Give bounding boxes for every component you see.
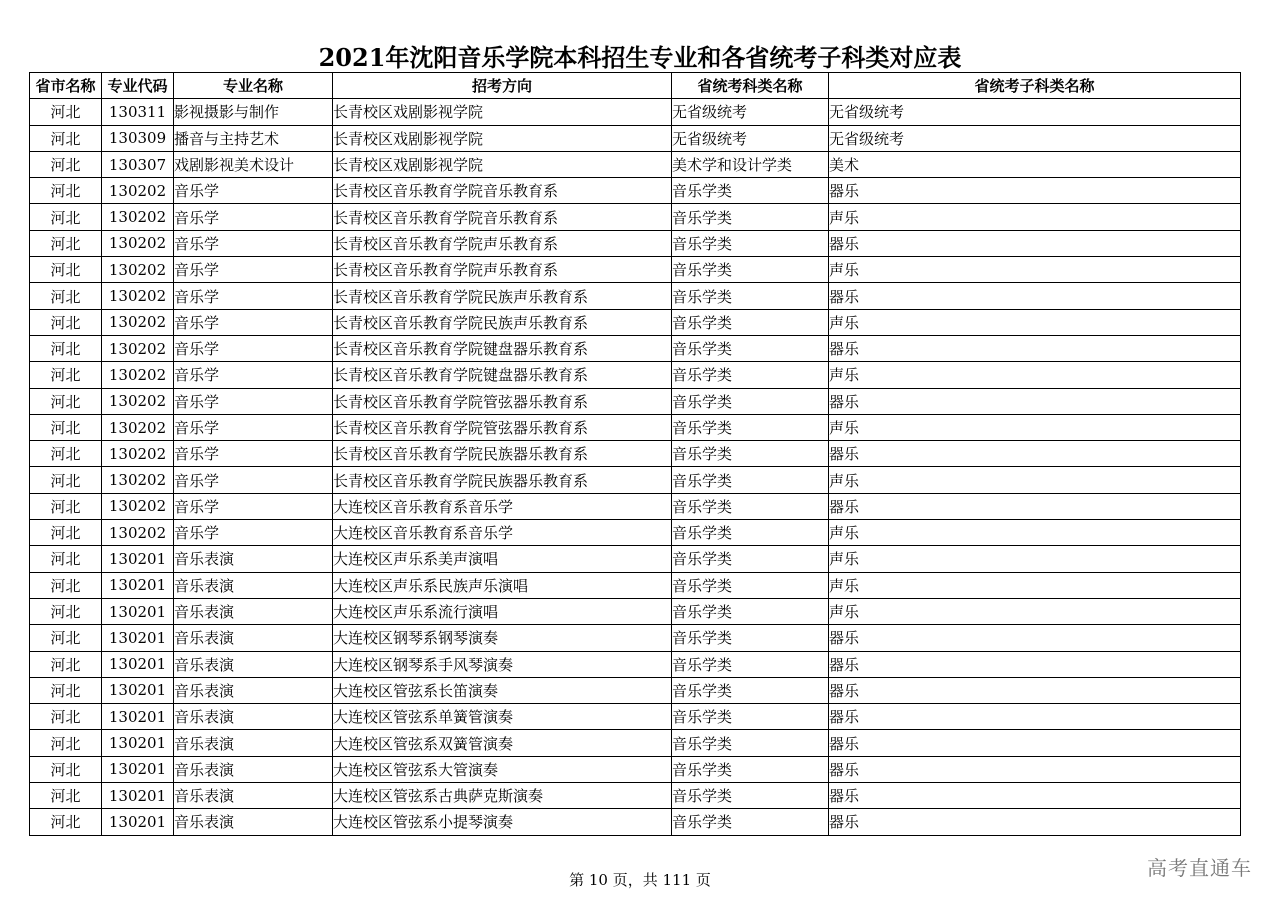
exam-subcategory-cell: 器乐 bbox=[829, 178, 1241, 204]
major-code-cell: 130201 bbox=[102, 704, 174, 730]
direction-cell: 长青校区戏剧影视学院 bbox=[333, 151, 672, 177]
major-code-cell: 130201 bbox=[102, 598, 174, 624]
table-row bbox=[30, 125, 1241, 151]
exam-category-cell: 音乐学类 bbox=[672, 441, 829, 467]
major-name-cell: 音乐表演 bbox=[174, 546, 333, 572]
table-row bbox=[30, 257, 1241, 283]
table-row bbox=[30, 493, 1241, 519]
major-code-cell: 130202 bbox=[102, 309, 174, 335]
direction-cell: 大连校区管弦系大管演奏 bbox=[333, 756, 672, 782]
exam-category-cell: 音乐学类 bbox=[672, 283, 829, 309]
province-cell: 河北 bbox=[30, 520, 102, 546]
province-cell: 河北 bbox=[30, 414, 102, 440]
table-row bbox=[30, 178, 1241, 204]
major-code-cell: 130202 bbox=[102, 441, 174, 467]
table-body bbox=[30, 99, 1241, 835]
major-code-cell: 130307 bbox=[102, 151, 174, 177]
exam-category-cell: 音乐学类 bbox=[672, 756, 829, 782]
header-exam-subcategory: 省统考子科类名称 bbox=[829, 73, 1241, 99]
exam-category-cell: 音乐学类 bbox=[672, 625, 829, 651]
major-code-cell: 130202 bbox=[102, 283, 174, 309]
exam-subcategory-cell: 器乐 bbox=[829, 809, 1241, 835]
direction-cell: 长青校区音乐教育学院声乐教育系 bbox=[333, 230, 672, 256]
major-name-cell: 音乐学 bbox=[174, 309, 333, 335]
header-exam-category: 省统考科类名称 bbox=[672, 73, 829, 99]
province-cell: 河北 bbox=[30, 546, 102, 572]
table-row bbox=[30, 625, 1241, 651]
province-cell: 河北 bbox=[30, 730, 102, 756]
major-code-cell: 130202 bbox=[102, 335, 174, 361]
major-code-cell: 130201 bbox=[102, 625, 174, 651]
exam-category-cell: 音乐学类 bbox=[672, 178, 829, 204]
direction-cell: 长青校区戏剧影视学院 bbox=[333, 125, 672, 151]
header-direction: 招考方向 bbox=[333, 73, 672, 99]
major-code-cell: 130202 bbox=[102, 388, 174, 414]
exam-category-cell: 音乐学类 bbox=[672, 783, 829, 809]
table-row bbox=[30, 441, 1241, 467]
table-row bbox=[30, 204, 1241, 230]
exam-category-cell: 音乐学类 bbox=[672, 546, 829, 572]
exam-subcategory-cell: 器乐 bbox=[829, 783, 1241, 809]
direction-cell: 大连校区管弦系小提琴演奏 bbox=[333, 809, 672, 835]
exam-subcategory-cell: 器乐 bbox=[829, 230, 1241, 256]
table-row bbox=[30, 704, 1241, 730]
table-row bbox=[30, 388, 1241, 414]
exam-subcategory-cell: 声乐 bbox=[829, 362, 1241, 388]
table-row bbox=[30, 283, 1241, 309]
province-cell: 河北 bbox=[30, 362, 102, 388]
direction-cell: 大连校区管弦系古典萨克斯演奏 bbox=[333, 783, 672, 809]
major-code-cell: 130202 bbox=[102, 230, 174, 256]
province-cell: 河北 bbox=[30, 704, 102, 730]
major-name-cell: 音乐表演 bbox=[174, 625, 333, 651]
direction-cell: 长青校区音乐教育学院声乐教育系 bbox=[333, 257, 672, 283]
major-name-cell: 音乐表演 bbox=[174, 730, 333, 756]
province-cell: 河北 bbox=[30, 572, 102, 598]
major-name-cell: 音乐学 bbox=[174, 414, 333, 440]
major-code-cell: 130202 bbox=[102, 178, 174, 204]
exam-subcategory-cell: 器乐 bbox=[829, 493, 1241, 519]
exam-subcategory-cell: 器乐 bbox=[829, 651, 1241, 677]
major-name-cell: 音乐学 bbox=[174, 441, 333, 467]
province-cell: 河北 bbox=[30, 467, 102, 493]
exam-category-cell: 音乐学类 bbox=[672, 809, 829, 835]
direction-cell: 大连校区音乐教育系音乐学 bbox=[333, 520, 672, 546]
major-name-cell: 播音与主持艺术 bbox=[174, 125, 333, 151]
major-name-cell: 戏剧影视美术设计 bbox=[174, 151, 333, 177]
major-name-cell: 影视摄影与制作 bbox=[174, 99, 333, 125]
major-name-cell: 音乐表演 bbox=[174, 677, 333, 703]
exam-category-cell: 音乐学类 bbox=[672, 204, 829, 230]
province-cell: 河北 bbox=[30, 783, 102, 809]
exam-subcategory-cell: 声乐 bbox=[829, 598, 1241, 624]
province-cell: 河北 bbox=[30, 283, 102, 309]
major-code-cell: 130202 bbox=[102, 257, 174, 283]
table-row bbox=[30, 783, 1241, 809]
table-row bbox=[30, 598, 1241, 624]
major-code-cell: 130202 bbox=[102, 467, 174, 493]
table-header-row bbox=[30, 73, 1241, 99]
province-cell: 河北 bbox=[30, 493, 102, 519]
major-name-cell: 音乐表演 bbox=[174, 756, 333, 782]
major-name-cell: 音乐表演 bbox=[174, 651, 333, 677]
exam-subcategory-cell: 器乐 bbox=[829, 730, 1241, 756]
major-name-cell: 音乐学 bbox=[174, 335, 333, 361]
header-major-code: 专业代码 bbox=[102, 73, 174, 99]
exam-subcategory-cell: 声乐 bbox=[829, 546, 1241, 572]
major-name-cell: 音乐表演 bbox=[174, 783, 333, 809]
exam-subcategory-cell: 声乐 bbox=[829, 467, 1241, 493]
table-row bbox=[30, 546, 1241, 572]
exam-subcategory-cell: 器乐 bbox=[829, 441, 1241, 467]
table-row bbox=[30, 335, 1241, 361]
exam-subcategory-cell: 声乐 bbox=[829, 572, 1241, 598]
exam-category-cell: 音乐学类 bbox=[672, 677, 829, 703]
direction-cell: 长青校区音乐教育学院音乐教育系 bbox=[333, 204, 672, 230]
province-cell: 河北 bbox=[30, 125, 102, 151]
province-cell: 河北 bbox=[30, 178, 102, 204]
exam-category-cell: 音乐学类 bbox=[672, 520, 829, 546]
exam-subcategory-cell: 器乐 bbox=[829, 677, 1241, 703]
major-name-cell: 音乐学 bbox=[174, 257, 333, 283]
direction-cell: 长青校区音乐教育学院管弦器乐教育系 bbox=[333, 388, 672, 414]
exam-subcategory-cell: 声乐 bbox=[829, 414, 1241, 440]
major-name-cell: 音乐学 bbox=[174, 520, 333, 546]
province-cell: 河北 bbox=[30, 441, 102, 467]
province-cell: 河北 bbox=[30, 756, 102, 782]
direction-cell: 长青校区音乐教育学院键盘器乐教育系 bbox=[333, 335, 672, 361]
major-code-cell: 130201 bbox=[102, 756, 174, 782]
exam-category-cell: 音乐学类 bbox=[672, 704, 829, 730]
direction-cell: 长青校区音乐教育学院民族器乐教育系 bbox=[333, 441, 672, 467]
table-row bbox=[30, 99, 1241, 125]
exam-category-cell: 无省级统考 bbox=[672, 99, 829, 125]
exam-category-cell: 音乐学类 bbox=[672, 309, 829, 335]
direction-cell: 长青校区音乐教育学院民族器乐教育系 bbox=[333, 467, 672, 493]
major-code-cell: 130201 bbox=[102, 651, 174, 677]
major-name-cell: 音乐学 bbox=[174, 230, 333, 256]
table-row bbox=[30, 651, 1241, 677]
major-code-cell: 130202 bbox=[102, 204, 174, 230]
exam-category-cell: 音乐学类 bbox=[672, 467, 829, 493]
exam-category-cell: 音乐学类 bbox=[672, 572, 829, 598]
table-row bbox=[30, 467, 1241, 493]
major-code-cell: 130311 bbox=[102, 99, 174, 125]
table-row bbox=[30, 520, 1241, 546]
direction-cell: 大连校区管弦系单簧管演奏 bbox=[333, 704, 672, 730]
direction-cell: 大连校区声乐系美声演唱 bbox=[333, 546, 672, 572]
major-name-cell: 音乐学 bbox=[174, 178, 333, 204]
major-name-cell: 音乐表演 bbox=[174, 598, 333, 624]
exam-category-cell: 音乐学类 bbox=[672, 414, 829, 440]
major-name-cell: 音乐表演 bbox=[174, 572, 333, 598]
major-code-cell: 130309 bbox=[102, 125, 174, 151]
direction-cell: 大连校区声乐系流行演唱 bbox=[333, 598, 672, 624]
table-row bbox=[30, 362, 1241, 388]
province-cell: 河北 bbox=[30, 388, 102, 414]
major-name-cell: 音乐学 bbox=[174, 388, 333, 414]
exam-category-cell: 音乐学类 bbox=[672, 335, 829, 361]
exam-category-cell: 音乐学类 bbox=[672, 598, 829, 624]
direction-cell: 大连校区钢琴系手风琴演奏 bbox=[333, 651, 672, 677]
major-code-cell: 130201 bbox=[102, 783, 174, 809]
table-row bbox=[30, 756, 1241, 782]
direction-cell: 大连校区管弦系长笛演奏 bbox=[333, 677, 672, 703]
province-cell: 河北 bbox=[30, 651, 102, 677]
major-code-cell: 130202 bbox=[102, 493, 174, 519]
major-name-cell: 音乐学 bbox=[174, 493, 333, 519]
exam-subcategory-cell: 器乐 bbox=[829, 388, 1241, 414]
major-code-cell: 130202 bbox=[102, 414, 174, 440]
major-code-cell: 130201 bbox=[102, 809, 174, 835]
exam-subcategory-cell: 无省级统考 bbox=[829, 99, 1241, 125]
province-cell: 河北 bbox=[30, 677, 102, 703]
exam-subcategory-cell: 器乐 bbox=[829, 756, 1241, 782]
major-code-cell: 130202 bbox=[102, 520, 174, 546]
exam-subcategory-cell: 声乐 bbox=[829, 204, 1241, 230]
exam-category-cell: 音乐学类 bbox=[672, 230, 829, 256]
watermark: 高考直通车 bbox=[1147, 856, 1252, 880]
major-code-cell: 130201 bbox=[102, 546, 174, 572]
exam-category-cell: 音乐学类 bbox=[672, 651, 829, 677]
direction-cell: 长青校区音乐教育学院音乐教育系 bbox=[333, 178, 672, 204]
direction-cell: 长青校区戏剧影视学院 bbox=[333, 99, 672, 125]
exam-subcategory-cell: 声乐 bbox=[829, 309, 1241, 335]
page-number: 第 10 页，共 111 页 bbox=[569, 871, 711, 889]
exam-category-cell: 音乐学类 bbox=[672, 730, 829, 756]
table-row bbox=[30, 309, 1241, 335]
direction-cell: 长青校区音乐教育学院管弦器乐教育系 bbox=[333, 414, 672, 440]
direction-cell: 长青校区音乐教育学院键盘器乐教育系 bbox=[333, 362, 672, 388]
major-code-cell: 130202 bbox=[102, 362, 174, 388]
direction-cell: 大连校区钢琴系钢琴演奏 bbox=[333, 625, 672, 651]
major-name-cell: 音乐学 bbox=[174, 362, 333, 388]
direction-cell: 大连校区管弦系双簧管演奏 bbox=[333, 730, 672, 756]
header-major-name: 专业名称 bbox=[174, 73, 333, 99]
table-row bbox=[30, 572, 1241, 598]
enrollment-table bbox=[29, 72, 1241, 836]
document-title: 2021年沈阳音乐学院本科招生专业和各省统考子科类对应表 bbox=[318, 43, 962, 72]
exam-subcategory-cell: 器乐 bbox=[829, 625, 1241, 651]
province-cell: 河北 bbox=[30, 204, 102, 230]
direction-cell: 大连校区音乐教育系音乐学 bbox=[333, 493, 672, 519]
major-code-cell: 130201 bbox=[102, 572, 174, 598]
major-name-cell: 音乐学 bbox=[174, 467, 333, 493]
direction-cell: 长青校区音乐教育学院民族声乐教育系 bbox=[333, 283, 672, 309]
major-name-cell: 音乐表演 bbox=[174, 704, 333, 730]
province-cell: 河北 bbox=[30, 151, 102, 177]
major-code-cell: 130201 bbox=[102, 730, 174, 756]
table-row bbox=[30, 730, 1241, 756]
exam-subcategory-cell: 美术 bbox=[829, 151, 1241, 177]
direction-cell: 大连校区声乐系民族声乐演唱 bbox=[333, 572, 672, 598]
exam-category-cell: 美术学和设计学类 bbox=[672, 151, 829, 177]
table-row bbox=[30, 414, 1241, 440]
table-row bbox=[30, 809, 1241, 835]
province-cell: 河北 bbox=[30, 598, 102, 624]
province-cell: 河北 bbox=[30, 809, 102, 835]
province-cell: 河北 bbox=[30, 335, 102, 361]
province-cell: 河北 bbox=[30, 99, 102, 125]
exam-subcategory-cell: 声乐 bbox=[829, 520, 1241, 546]
exam-subcategory-cell: 声乐 bbox=[829, 257, 1241, 283]
major-code-cell: 130201 bbox=[102, 677, 174, 703]
table-row bbox=[30, 230, 1241, 256]
exam-subcategory-cell: 器乐 bbox=[829, 335, 1241, 361]
exam-category-cell: 音乐学类 bbox=[672, 388, 829, 414]
direction-cell: 长青校区音乐教育学院民族声乐教育系 bbox=[333, 309, 672, 335]
major-name-cell: 音乐学 bbox=[174, 204, 333, 230]
table-row bbox=[30, 151, 1241, 177]
header-province: 省市名称 bbox=[30, 73, 102, 99]
exam-subcategory-cell: 器乐 bbox=[829, 704, 1241, 730]
exam-category-cell: 音乐学类 bbox=[672, 493, 829, 519]
major-name-cell: 音乐学 bbox=[174, 283, 333, 309]
province-cell: 河北 bbox=[30, 257, 102, 283]
exam-category-cell: 音乐学类 bbox=[672, 257, 829, 283]
exam-subcategory-cell: 无省级统考 bbox=[829, 125, 1241, 151]
exam-category-cell: 音乐学类 bbox=[672, 362, 829, 388]
exam-category-cell: 无省级统考 bbox=[672, 125, 829, 151]
major-name-cell: 音乐表演 bbox=[174, 809, 333, 835]
table-row bbox=[30, 677, 1241, 703]
exam-subcategory-cell: 器乐 bbox=[829, 283, 1241, 309]
province-cell: 河北 bbox=[30, 309, 102, 335]
province-cell: 河北 bbox=[30, 230, 102, 256]
province-cell: 河北 bbox=[30, 625, 102, 651]
